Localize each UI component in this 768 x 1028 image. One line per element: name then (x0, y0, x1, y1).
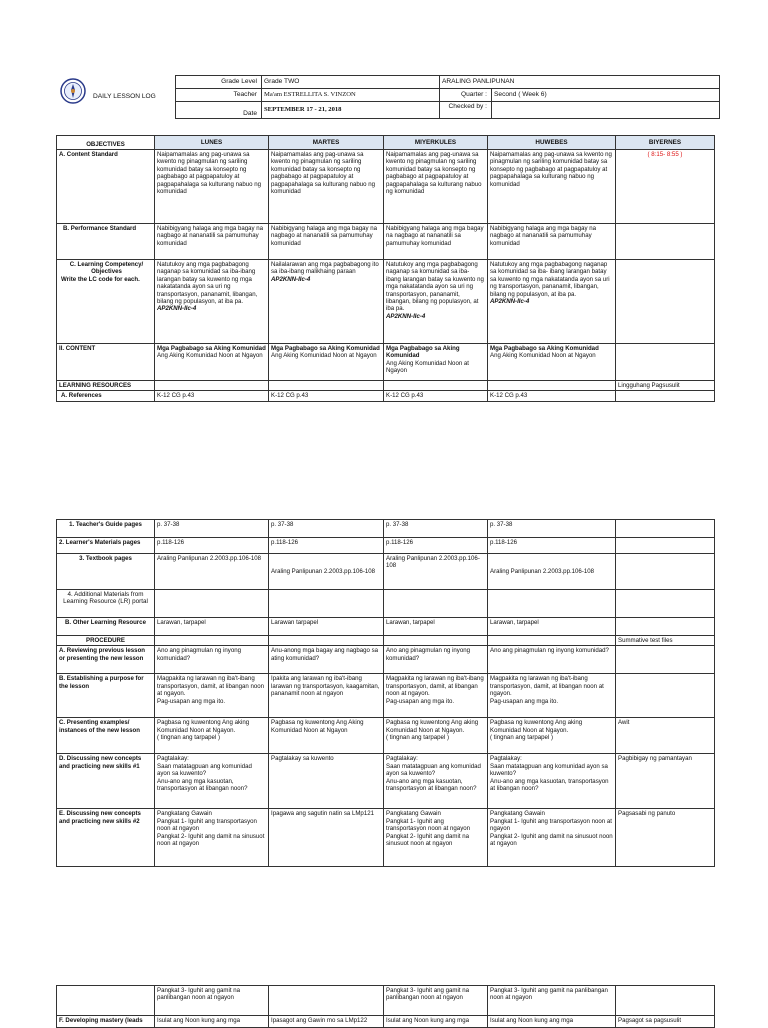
other-resources-huwebes: Larawan, tarpapel (488, 618, 616, 636)
presenting-examples-miyerkules: Pagbasa ng kuwentong Ang aking Komunidad Noon at Ngayon. ( tingnan ang tarpapel ) (384, 718, 488, 754)
date-label: Date (176, 102, 262, 119)
learning-competency-label: C. Learning Competency/ Objectives (69, 261, 144, 276)
procedure-miyerkules (384, 636, 488, 646)
discussing-concepts-1-martes: Pagtalakay sa kuwento (269, 754, 384, 809)
lc-code-lunes: AP2KNN-IIc-4 (157, 305, 197, 313)
establishing-purpose-miyerkules: Magpakita ng larawan ng iba't-ibang transportasyon, damit, at libangan noon at ngayon. Pag-usapan ang mga ito. (384, 674, 488, 718)
reviewing-lesson-miyerkules: Ano ang pinagmulan ng inyong komunidad? (384, 646, 488, 674)
discussing-concepts-1-biyernes: Pagbibigay ng pamantayan (616, 754, 715, 809)
discussing-concepts-1-label: D. Discussing new concepts and practicing new skills #1 (57, 754, 155, 809)
continuation-huwebes: Pangkat 3- Iguhit ang gamit na panlibangan noon at ngayon (488, 986, 616, 1016)
lc-code-huwebes: AP2KNN-IIc-4 (490, 298, 530, 306)
learning-resources-biyernes: Lingguhang Pagsusulit (616, 381, 715, 391)
teachers-guide-label: 1. Teacher's Guide pages (57, 520, 155, 538)
textbook-pages-label: 3. Textbook pages (57, 554, 155, 590)
continuation-miyerkules: Pangkat 3- Iguhit ang gamit na panlibangan noon at ngayon (384, 986, 488, 1016)
content-standard-huwebes: Naipamamalas ang pag-unawa sa kwento ng pinagmulan ng sariling komunidad batay sa konsepto ng pagbabago at pagpapatuloy at pagpapahalaga sa kulturang nabuo ng komunidad (488, 150, 616, 224)
learners-materials-label: 2. Learner's Materials pages (57, 538, 155, 554)
content-huwebes: Ang Aking Komunidad Noon at Ngayon (490, 352, 596, 360)
lc-biyernes (616, 260, 715, 344)
discussing-concepts-1-huwebes: Pagtalakay: Saan matatagpuan ang komunidad ayon sa kuwento? Anu-ano ang mga kasuotan, transportasyon at libangan noon? (488, 754, 616, 809)
textbook-pages-miyerkules: Araling Panlipunan 2.2003.pp.106-108 (384, 554, 488, 590)
reviewing-lesson-biyernes (616, 646, 715, 674)
lc-code-martes: AP2KNN-IIc-4 (271, 275, 311, 283)
teachers-guide-martes: p. 37-38 (269, 520, 384, 538)
grade-level-label: Grade Level (176, 76, 262, 89)
establishing-purpose-label: B. Establishing a purpose for the lesson (57, 674, 155, 718)
lc-lunes: Natutukoy ang mga pagbabagong naganap sa komunidad sa iba-ibang larangan batay sa kuwento ng mga nakatatanda ayon sa uri ng transportasyon, pananamit, libangan, bilang ng populasyon, at iba pa. (157, 261, 258, 306)
presenting-examples-huwebes: Pagbasa ng kuwentong Ang aking Komunidad Noon at Ngayon. ( tingnan ang tarpapel ) (488, 718, 616, 754)
discussing-concepts-2-miyerkules: Pangkatang Gawain Pangkat 1- Iguhit ang transportasyon noon at ngayon Pangkat 2- Iguhit ang damit na sinusuot noon at ngayon (384, 809, 488, 867)
textbook-pages-biyernes (616, 554, 715, 590)
continuation-biyernes (616, 986, 715, 1016)
lc-miyerkules: Natutukoy ang mga pagbabagong naganap sa komunidad sa iba- ibang larangan batay sa kuwento ng mga nakatatanda ayon sa uri ng transportasyon, pananamit, libangan, bilang ng populasyon, at iba pa. (386, 261, 484, 313)
establishing-purpose-lunes: Magpakita ng larawan ng iba't-ibang transportasyon, damit, at libangan noon at ngayon. Pag-usapan ang mga ito. (155, 674, 269, 718)
quarter-label: Quarter : (440, 89, 492, 102)
procedure-huwebes (488, 636, 616, 646)
additional-materials-lunes (155, 590, 269, 618)
developing-mastery-miyerkules: Isulat ang Noon kung ang mga (384, 1016, 488, 1028)
developing-mastery-huwebes: Isulat ang Noon kung ang mga (488, 1016, 616, 1028)
learners-materials-lunes: p.118-126 (155, 538, 269, 554)
teacher-value: Ma'am ESTRELLITA S. VINZON (262, 89, 440, 102)
lc-code-miyerkules: AP2KNN-IIc-4 (386, 312, 426, 320)
developing-mastery-lunes: Isulat ang Noon kung ang mga (155, 1016, 269, 1028)
content-title-miyerkules: Mga Pagbabago sa Aking Komunidad (386, 345, 460, 360)
lc-code-instruction: Write the LC code for each. (61, 275, 140, 283)
discussing-concepts-2-huwebes: Pangkatang Gawain Pangkat 1- Iguhit ang transportasyon noon at ngayon Pangkat 2- Iguhit ang damit na sinusuot noon at ngayon (488, 809, 616, 867)
procedure-table (56, 519, 715, 867)
day-header-huwebes: HUWEBES (488, 136, 616, 150)
continuation-table (56, 985, 715, 1028)
other-resources-label: B. Other Learning Resource (57, 618, 155, 636)
teachers-guide-huwebes: p. 37-38 (488, 520, 616, 538)
content-standard-miyerkules: Naipamamalas ang pag-unawa sa kwento ng pinagmulan ng sariling komunidad batay sa konsepto ng pagbabago at pagpapatuloy at pagpapahalaga sa kulturang nabuo ng komunidad (384, 150, 488, 224)
reviewing-lesson-lunes: Ano ang pinagmulan ng inyong komunidad? (155, 646, 269, 674)
content-martes: Ang Aking Komunidad Noon at Ngayon (271, 352, 377, 360)
references-lunes: K-12 CG p.43 (155, 391, 269, 401)
content-title-lunes: Mga Pagbabago sa Aking Komunidad (157, 345, 266, 352)
objectives-table (56, 135, 715, 402)
additional-materials-huwebes (488, 590, 616, 618)
header-table (175, 75, 720, 119)
performance-standard-huwebes: Nabibigyang halaga ang mga bagay na nagbago at nananatili sa pamumuhay komunidad (488, 224, 616, 260)
discussing-concepts-2-biyernes: Pagsasabi ng panuto (616, 809, 715, 867)
discussing-concepts-2-label: E. Discussing new concepts and practicing new skills #2 (57, 809, 155, 867)
learning-resources-lunes (155, 381, 269, 391)
references-biyernes (616, 391, 715, 401)
establishing-purpose-huwebes: Magpakita ng larawan ng iba't-ibang transportasyon, damit, at libangan noon at ngayon. Pag-usapan ang mga ito. (488, 674, 616, 718)
learning-resources-miyerkules (384, 381, 488, 391)
day-header-biyernes: BIYERNES (616, 136, 715, 150)
additional-materials-martes (269, 590, 384, 618)
additional-materials-biyernes (616, 590, 715, 618)
reviewing-lesson-huwebes: Ano ang pinagmulan ng inyong komunidad? (488, 646, 616, 674)
content-title-martes: Mga Pagbabago sa Aking Komunidad (271, 345, 380, 352)
references-miyerkules: K-12 CG p.43 (384, 391, 488, 401)
textbook-pages-lunes: Araling Panlipunan 2.2003.pp.106-108 (155, 554, 269, 590)
dll-title: DAILY LESSON LOG (93, 93, 156, 100)
content-label: II. CONTENT (57, 344, 155, 381)
presenting-examples-martes: Pagbasa ng kuwentong Ang Aking Komunidad Noon at Ngayon (269, 718, 384, 754)
checked-by-label: Checked by : (440, 102, 492, 119)
content-miyerkules: Ang Aking Komunidad Noon at Ngayon (386, 359, 470, 375)
other-resources-lunes: Larawan, tarpapel (155, 618, 269, 636)
content-standard-lunes: Naipamamalas ang pag-unawa sa kwento ng pinagmulan ng sariling komunidad batay sa konsepto ng pagbabago at pagpapatuloy at pagpapahalaga sa kulturang nabuo ng komunidad (155, 150, 269, 224)
continuation-martes (269, 986, 384, 1016)
subject-value: ARALING PANLIPUNAN (440, 76, 720, 89)
references-label: A. References (57, 391, 155, 401)
reviewing-lesson-label: A. Reviewing previous lesson or presenting the new lesson (57, 646, 155, 674)
continuation-lunes: Pangkat 3- Iguhit ang gamit na panlibangan noon at ngayon (155, 986, 269, 1016)
lc-huwebes: Natutukoy ang mga pagbabagong naganap sa komunidad sa iba- ibang larangan batay sa kuwento ng mga nakatatanda ayon sa uri ng transportasyon, pananamit, libangan, bilang ng populasyon, at iba pa. (490, 261, 610, 298)
reviewing-lesson-martes: Anu-anong mga bagay ang nagbago sa ating komunidad? (269, 646, 384, 674)
content-lunes: Ang Aking Komunidad Noon at Ngayon (157, 352, 263, 360)
additional-materials-miyerkules (384, 590, 488, 618)
objectives-header: OBJECTIVES (57, 136, 155, 150)
developing-mastery-martes: Ipasagot ang Gawin mo sa LMp122 (269, 1016, 384, 1028)
teachers-guide-miyerkules: p. 37-38 (384, 520, 488, 538)
developing-mastery-label: F. Developing mastery (leads (57, 1016, 155, 1028)
quarter-value: Second ( Week 6) (492, 89, 720, 102)
other-resources-miyerkules: Larawan, tarpapel (384, 618, 488, 636)
content-biyernes (616, 344, 715, 381)
checked-by-value (492, 102, 720, 119)
learners-materials-miyerkules: p.118-126 (384, 538, 488, 554)
learning-resources-huwebes (488, 381, 616, 391)
procedure-label: PROCEDURE (57, 636, 155, 646)
teachers-guide-lunes: p. 37-38 (155, 520, 269, 538)
content-standard-martes: Naipamamalas ang pag-unawa sa kwento ng pinagmulan ng sariling komunidad batay sa konsepto ng pagbabago at pagpapatuloy at pagpapahalaga sa kulturang nabuo ng komunidad (269, 150, 384, 224)
other-resources-martes: Larawan tarpapel (269, 618, 384, 636)
additional-materials-label: 4. Additional Materials from Learning Resource (LR) portal (57, 590, 155, 618)
textbook-pages-martes: Araling Panlipunan 2.2003.pp.106-108 (269, 554, 384, 590)
establishing-purpose-martes: Ipakita ang larawan ng iba't-ibang larawan ng transportasyon, kaagamitan, pananamit noon at ngayon (269, 674, 384, 718)
procedure-martes (269, 636, 384, 646)
performance-standard-label: B. Performance Standard (57, 224, 155, 260)
grade-level-value: Grade TWO (262, 76, 440, 89)
day-header-miyerkules: MIYERKULES (384, 136, 488, 150)
content-standard-label: A. Content Standard (57, 150, 155, 224)
learning-resources-martes (269, 381, 384, 391)
continuation-label (57, 986, 155, 1016)
lc-martes: Nailalarawan ang mga pagbabagong ito sa iba-ibang malikhaing paraan (271, 261, 379, 276)
other-resources-biyernes (616, 618, 715, 636)
performance-standard-biyernes (616, 224, 715, 260)
developing-mastery-biyernes: Pagsagot sa pagsusulit (616, 1016, 715, 1028)
date-value: SEPTEMBER 17 - 21, 2018 (262, 102, 440, 119)
learners-materials-huwebes: p.118-126 (488, 538, 616, 554)
content-title-huwebes: Mga Pagbabago sa Aking Komunidad (490, 345, 599, 352)
schedule-time: ( 8:15- 8:55 ) (616, 150, 715, 224)
learners-materials-biyernes (616, 538, 715, 554)
learning-resources-label: LEARNING RESOURCES (57, 381, 155, 391)
presenting-examples-biyernes: Awit (616, 718, 715, 754)
procedure-lunes (155, 636, 269, 646)
discussing-concepts-2-lunes: Pangkatang Gawain Pangkat 1- Iguhit ang transportasyon noon at ngayon Pangkat 2- Iguhit ang damit na sinusuot noon at ngayon (155, 809, 269, 867)
discussing-concepts-1-lunes: Pagtalakay: Saan matatagpuan ang komunidad ayon sa kuwento? Anu-ano ang mga kasuotan, transportasyon at libangan noon? (155, 754, 269, 809)
discussing-concepts-2-martes: Ipagawa ang sagutin natin sa LMp121 (269, 809, 384, 867)
day-header-lunes: LUNES (155, 136, 269, 150)
establishing-purpose-biyernes (616, 674, 715, 718)
presenting-examples-label: C. Presenting examples/ instances of the new lesson (57, 718, 155, 754)
references-martes: K-12 CG p.43 (269, 391, 384, 401)
performance-standard-lunes: Nabibigyang halaga ang mga bagay na nagbago at nananatili sa pamumuhay komunidad (155, 224, 269, 260)
performance-standard-martes: Nabibigyang halaga ang mga bagay na nagbago at nananatili sa pamumuhay komunidad (269, 224, 384, 260)
performance-standard-miyerkules: Nabibigyang halaga ang mga bagay na nagbago at nananatili sa pamumuhay komunidad (384, 224, 488, 260)
teacher-label: Teacher (176, 89, 262, 102)
procedure-biyernes: Summative test files (616, 636, 715, 646)
references-huwebes: K-12 CG p.43 (488, 391, 616, 401)
day-header-martes: MARTES (269, 136, 384, 150)
teachers-guide-biyernes (616, 520, 715, 538)
textbook-pages-huwebes: Araling Panlipunan 2.2003.pp.106-108 (488, 554, 616, 590)
presenting-examples-lunes: Pagbasa ng kuwentong Ang aking Komunidad Noon at Ngayon. ( tingnan ang tarpapel ) (155, 718, 269, 754)
deped-seal (60, 78, 86, 104)
discussing-concepts-1-miyerkules: Pagtalakay: Saan matatagpuan ang komunidad ayon sa kuwento? Anu-ano ang mga kasuotan, transportasyon at libangan noon? (384, 754, 488, 809)
learners-materials-martes: p.118-126 (269, 538, 384, 554)
